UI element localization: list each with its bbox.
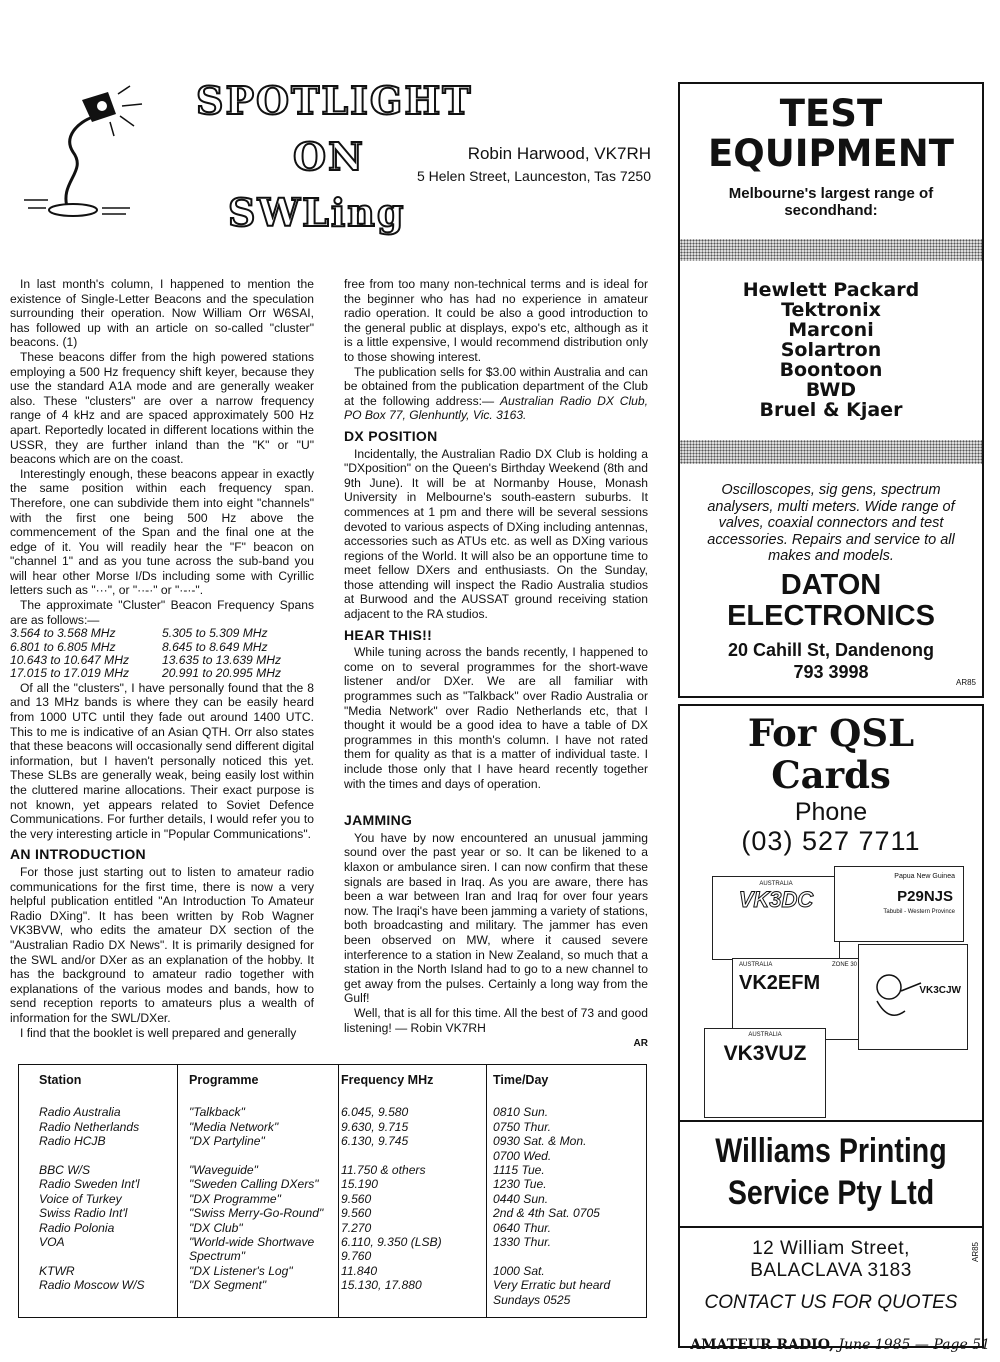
brand-item: Boontoon	[779, 359, 883, 381]
card-callsign: VK3DC	[738, 887, 814, 912]
dotted-divider	[680, 440, 982, 464]
divider	[680, 1120, 982, 1122]
article-column-1	[10, 277, 314, 1040]
table-cell: Sundays 0525	[493, 1292, 571, 1307]
ad-description: Oscilloscopes, sig gens, spectrum analysers, multi meters. Wide range of valves, coaxial connectors and test accessories. Repairs and service to all makes and models.	[707, 482, 955, 564]
ad-title-line: Cards	[771, 753, 891, 797]
table-cell: 9.560	[341, 1206, 372, 1221]
qsl-card-vk3cjw	[858, 944, 968, 1050]
table-cell: 20.991 to 20.995 MHz	[162, 666, 282, 681]
table-cell: 15.130, 17.880	[341, 1278, 422, 1293]
dotted-divider	[680, 239, 982, 261]
company-name	[680, 570, 982, 632]
issue-date: June 1985	[838, 1337, 911, 1353]
table-cell: BBC W/S	[39, 1163, 91, 1178]
company-address	[680, 1238, 982, 1282]
section-heading: AN INTRODUCTION	[10, 846, 146, 863]
company-phone: 793 3998	[793, 662, 869, 682]
table-cell: 6.130, 9.745	[341, 1134, 409, 1149]
card-country-text: AUSTRALIA	[739, 962, 773, 968]
phone-number: (03) 527 7711	[741, 826, 921, 856]
address-line: 12 William Street,	[752, 1238, 910, 1259]
paragraph-text: The publication sells for $3.00 within Australia and can be obtained from the publication department of the Club at the following address:—	[344, 364, 648, 408]
card-country: AUSTRALIA	[759, 881, 793, 887]
test-equipment-ad	[678, 82, 984, 698]
section-heading: HEAR THIS!!	[344, 626, 433, 643]
card-callsign: P29NJS	[897, 888, 953, 905]
table-row	[39, 1120, 643, 1134]
table-cell: Very Erratic but heard	[493, 1278, 611, 1293]
table-row	[39, 1235, 643, 1249]
phone-label: Phone	[794, 798, 868, 826]
table-cell: 6.045, 9.580	[341, 1105, 409, 1120]
table-row	[10, 667, 314, 680]
paragraph: Well, that is all for this time. All the best of 73 and good listening! — Robin VK7RH	[344, 1005, 648, 1035]
table-cell: KTWR	[39, 1263, 75, 1278]
magazine-name: AMATEUR RADIO,	[690, 1337, 834, 1353]
column-header: Programme	[189, 1073, 259, 1087]
paragraph	[344, 365, 648, 423]
table-cell	[341, 1149, 493, 1163]
lamp-illustration-icon	[18, 82, 158, 222]
table-cell: 11.840	[341, 1263, 378, 1278]
table-cell: Radio Moscow W/S	[39, 1278, 145, 1293]
company-name-line: Williams Printing	[715, 1132, 947, 1170]
column-header: Frequency MHz	[341, 1073, 434, 1087]
qsl-cards-ad	[678, 704, 984, 1348]
author-address: 5 Helen Street, Launceston, Tas 7250	[416, 168, 651, 184]
paragraph: While tuning across the bands recently, I happened to come on to several programmes for the short-wave listener and/or DXer. We are all familiar with programmes such as "Talkback" over Radio Australia or "Media Network" over Radio Netherlands etc, that I thought it would be a good idea to have a table of DX programmes in this month's column. I have not rated them for quality as that is a matter of individual taste. I include those only that I have heard recently together with the times and days of operation.	[344, 645, 648, 791]
paragraph: In last month's column, I happened to mention the existence of Single-Letter Beacons and the speculation surrounding their operation. Now William Orr W6SAI, has followed up with an article on so-called "cluster" beacons. (1)	[10, 277, 314, 350]
author-block	[400, 144, 651, 184]
paragraph: free from too many non-technical terms and is ideal for the beginner who has had no experience in amateur radio operation. It could be also a good introduction to the general public at displays, expo's etc, although as it is a little expensive, I would recommend distribution only to those showing interest.	[344, 277, 648, 364]
table-cell: "DX Club"	[189, 1220, 243, 1235]
table-cell	[189, 1149, 341, 1163]
card-country: Papua New Guinea	[894, 873, 955, 880]
table-cell: "Waveguide"	[189, 1163, 258, 1178]
table-row	[39, 1177, 643, 1191]
brand-item: Tektronix	[781, 299, 881, 321]
divider	[680, 1226, 982, 1228]
qsl-card-p29njs	[834, 866, 964, 942]
table-cell: Radio Sweden Int'l	[39, 1177, 140, 1192]
paragraph: Of all the "clusters", I have personally found that the 8 and 13 MHz bands is where they can be easily heard from 1000 UTC until they fade out around 1400 UTC. This to me is indicative of an Asian QTH. Orr also states that these beacons will occasionally send different digital information, but I haven't personally noticed this yet. These SLBs are generally weak, being easily lost within the cluttered marine allocations. Their exact purpose is not known, yet appears related to Soviet Defence Communications. For further details, I would refer you to the very interesting article in "Popular Communications".	[10, 680, 314, 841]
table-cell: 2nd & 4th Sat. 0705	[493, 1206, 600, 1221]
table-row	[39, 1249, 643, 1263]
card-callsign: VK3VUZ	[723, 1042, 807, 1065]
table-cell: 6.110, 9.350 (LSB)	[341, 1235, 442, 1250]
table-cell: "DX Listener's Log"	[189, 1263, 293, 1278]
table-row	[10, 641, 314, 654]
table-row	[10, 654, 314, 667]
table-cell: "Media Network"	[189, 1119, 279, 1134]
table-row	[39, 1221, 643, 1235]
paragraph: These beacons differ from the high powered stations employing a 500 Hz frequency shift keyer, because they use the standard A1A mode and are generally weaker also. These "clusters" are over a narrow frequency range of 4 kHz and are spaced approximately 500 Hz apart. Reportedly located in different locations within the USSR, they are further inland than the "K" or "U" beacons which are on the coast.	[10, 349, 314, 467]
section-heading: DX POSITION	[344, 427, 438, 444]
table-row	[39, 1192, 643, 1206]
card-zone: ZONE 30	[831, 962, 857, 968]
ad-subheading-line: secondhand:	[784, 202, 878, 219]
ad-title-line: EQUIPMENT	[708, 132, 954, 175]
ad-code: AR85	[971, 1242, 980, 1263]
brand-item: Solartron	[780, 339, 882, 361]
club-address: Australian Radio DX Club, PO Box 77, Glenhuntly, Vic. 3163.	[344, 393, 648, 423]
brand-item: Hewlett Packard	[742, 279, 920, 301]
table-cell: 0930 Sat. & Mon.	[493, 1134, 587, 1149]
table-cell: 17.015 to 17.019 MHz	[10, 666, 130, 681]
qsl-card-vk3dc	[712, 876, 840, 960]
title-swling: SWLing	[228, 190, 406, 235]
programme-table-box	[18, 1064, 647, 1318]
brand-item: Marconi	[788, 319, 874, 341]
table-cell: 7.270	[341, 1220, 372, 1235]
paragraph: You have by now encountered an unusual jamming sound over the past year or so. It can be likened to a klaxon or ambulance siren. I can now confirm that these signals are based in Iraq. As you are aware, there has been a war between Iran and Iraq for over four years now. The Iraqi's have been jamming a variety of stations, both broadcasting and military. The jammer has even been observed on MW, where it caused severe interference to a station in New Zealand, so much that a station in the North Island had to go to a new channel to get away from the pulses. Certainly a long way from the Gulf!	[344, 830, 648, 1006]
table-cell	[39, 1293, 189, 1307]
table-cell: 1230 Tue.	[493, 1177, 547, 1192]
table-cell: 1330 Thur.	[493, 1235, 552, 1250]
column-header: Time/Day	[493, 1073, 549, 1087]
table-cell	[341, 1293, 493, 1307]
table-cell: 0700 Wed.	[493, 1148, 552, 1163]
table-cell: "Sweden Calling DXers"	[189, 1177, 319, 1192]
table-cell: 9.630, 9.715	[341, 1119, 409, 1134]
table-row	[39, 1264, 643, 1278]
table-row	[39, 1091, 643, 1105]
ad-heading	[680, 712, 982, 796]
table-cell: Radio Polonia	[39, 1220, 115, 1235]
cartoon-figure-icon	[865, 967, 925, 1027]
brand-list	[680, 280, 982, 420]
paragraph: Incidentally, the Australian Radio DX Club is holding a "DXposition" on the Queen's Birthday Weekend (8th and 9th June). It will be at Normanby House, Monash University in Melbourne's south-eastern suburbs. It commences at 1 pm and there will be several sessions devoted to various aspects of DXing including antennas, accessories such as ATUs etc. as well as DXing various regions of the World. It will also be an opportune time to meet fellow DXers and enthusiasts. On the Sunday, those attending will inspect the Radio Australia studios at Burwood and the AUSSAT ground receiving station adjacent to the RA studios.	[344, 446, 648, 622]
table-cell: 0750 Thur.	[493, 1119, 552, 1134]
table-cell: Spectrum"	[189, 1249, 246, 1264]
column-header: Station	[39, 1073, 82, 1087]
table-cell: 10.643 to 10.647 MHz	[10, 653, 130, 668]
paragraph: I find that the booklet is well prepared and generally	[20, 1025, 297, 1040]
table-cell: 3.564 to 3.568 MHz	[10, 626, 116, 641]
ad-subheading-line: Melbourne's largest range of	[728, 185, 934, 202]
table-row	[39, 1163, 643, 1177]
table-header-row	[39, 1065, 643, 1091]
programme-table	[39, 1065, 643, 1307]
table-cell: "DX Segment"	[189, 1278, 267, 1293]
brand-item: Bruel & Kjaer	[759, 399, 903, 421]
table-cell: Radio Australia	[39, 1105, 121, 1120]
card-country	[739, 962, 857, 968]
table-cell: 11.750 & others	[341, 1163, 426, 1178]
table-cell: 13.635 to 13.639 MHz	[162, 653, 282, 668]
paragraph: For those just starting out to listen to amateur radio communications for the first time, there is now a very helpful publication entitled "An Introduction To Amateur Radio DXing". It has been written by Rob Wagner VK3BVW, who edits the amateur DX section of the "Australian Radio DX News". It is primarily designed for the SWL and/or DXer as an explanation of the hobby. It has the background to amateur radio together with explanations of the various modes and bands, how to send reception reports to amateurs plus a wealth of information for the SWL/DXer.	[10, 865, 314, 1025]
table-row	[39, 1149, 643, 1163]
table-cell: 8.645 to 8.649 MHz	[162, 639, 268, 654]
table-row	[39, 1134, 643, 1148]
card-callsign: VK3CJW	[919, 985, 961, 996]
paragraph: The approximate "Cluster" Beacon Frequency Spans are as follows:—	[10, 598, 314, 627]
table-cell: 1115 Tue.	[493, 1163, 545, 1178]
author-name: Robin Harwood, VK7RH	[467, 144, 651, 163]
address-line: BALACLAVA 3183	[750, 1260, 912, 1281]
table-row	[10, 627, 314, 640]
table-cell: Voice of Turkey	[39, 1191, 122, 1206]
page-footer	[690, 1337, 990, 1353]
company-name-line: ELECTRONICS	[727, 600, 935, 632]
title-on: ON	[293, 134, 365, 179]
company-name	[704, 1130, 958, 1214]
table-cell	[189, 1293, 341, 1307]
ad-subheading	[680, 185, 982, 219]
table-cell: 5.305 to 5.309 MHz	[162, 626, 268, 641]
table-cell: 0810 Sun.	[493, 1105, 549, 1120]
card-callsign: VK2EFM	[739, 972, 821, 994]
call-to-action: CONTACT US FOR QUOTES	[704, 1292, 958, 1313]
table-cell	[39, 1249, 189, 1263]
table-cell: Radio Netherlands	[39, 1119, 140, 1134]
table-cell: "Swiss Merry-Go-Round"	[189, 1206, 324, 1221]
table-row	[39, 1293, 643, 1307]
table-cell: 9.560	[341, 1191, 372, 1206]
table-cell	[493, 1249, 643, 1263]
paragraph: Interestingly enough, these beacons appear in exactly the same position within each frequency span. Therefore, one can subdivide them into eight "channels" with the first one being 500 Hz above the commencement of the Span and the final one at the edge of it. You will readily hear the "F" beacon on "channel 1" and as you tune across the sub-band you will hear other Morse I/Ds including some with Cyrillic letters such as "···", or "··-·" or "·-·-".	[10, 466, 314, 598]
card-region: Tabubil - Western Province	[883, 909, 955, 915]
article-column-2	[344, 277, 648, 1052]
table-cell: 0440 Sun.	[493, 1191, 549, 1206]
company-address: 20 Cahill St, Dandenong	[727, 640, 935, 660]
brand-item: BWD	[805, 379, 857, 401]
company-name-line: DATON	[780, 569, 882, 601]
table-cell: "DX Partyline"	[189, 1134, 265, 1149]
table-row	[39, 1105, 643, 1119]
table-cell: 0640 Thur.	[493, 1220, 552, 1235]
table-cell: Radio HCJB	[39, 1134, 106, 1149]
article-end-mark: AR	[633, 1038, 648, 1050]
table-cell: 15.190	[341, 1177, 378, 1192]
ad-title-line: For QSL	[747, 711, 915, 755]
section-heading: JAMMING	[344, 812, 413, 829]
table-cell: 9.760	[341, 1249, 372, 1264]
table-cell: "World-wide Shortwave	[189, 1235, 315, 1250]
card-country: AUSTRALIA	[748, 1032, 782, 1038]
page-number: — Page 51	[914, 1337, 990, 1353]
table-row	[39, 1206, 643, 1220]
ad-heading	[680, 94, 982, 174]
table-cell: "Talkback"	[189, 1105, 245, 1120]
table-cell: 6.801 to 6.805 MHz	[10, 639, 116, 654]
table-cell	[39, 1149, 189, 1163]
company-name-line: Service Pty Ltd	[727, 1174, 935, 1212]
title-spotlight: SPOTLIGHT	[196, 78, 473, 123]
qsl-card-vk3vuz	[704, 1028, 826, 1118]
table-row	[39, 1278, 643, 1292]
table-cell: "DX Programme"	[189, 1191, 281, 1206]
table-cell: 1000 Sat.	[493, 1263, 545, 1278]
ad-code: AR85	[955, 678, 976, 687]
table-cell: VOA	[39, 1235, 65, 1250]
ad-title-line: TEST	[779, 92, 883, 135]
table-cell: Swiss Radio Int'l	[39, 1206, 128, 1221]
frequency-span-table	[10, 627, 314, 681]
